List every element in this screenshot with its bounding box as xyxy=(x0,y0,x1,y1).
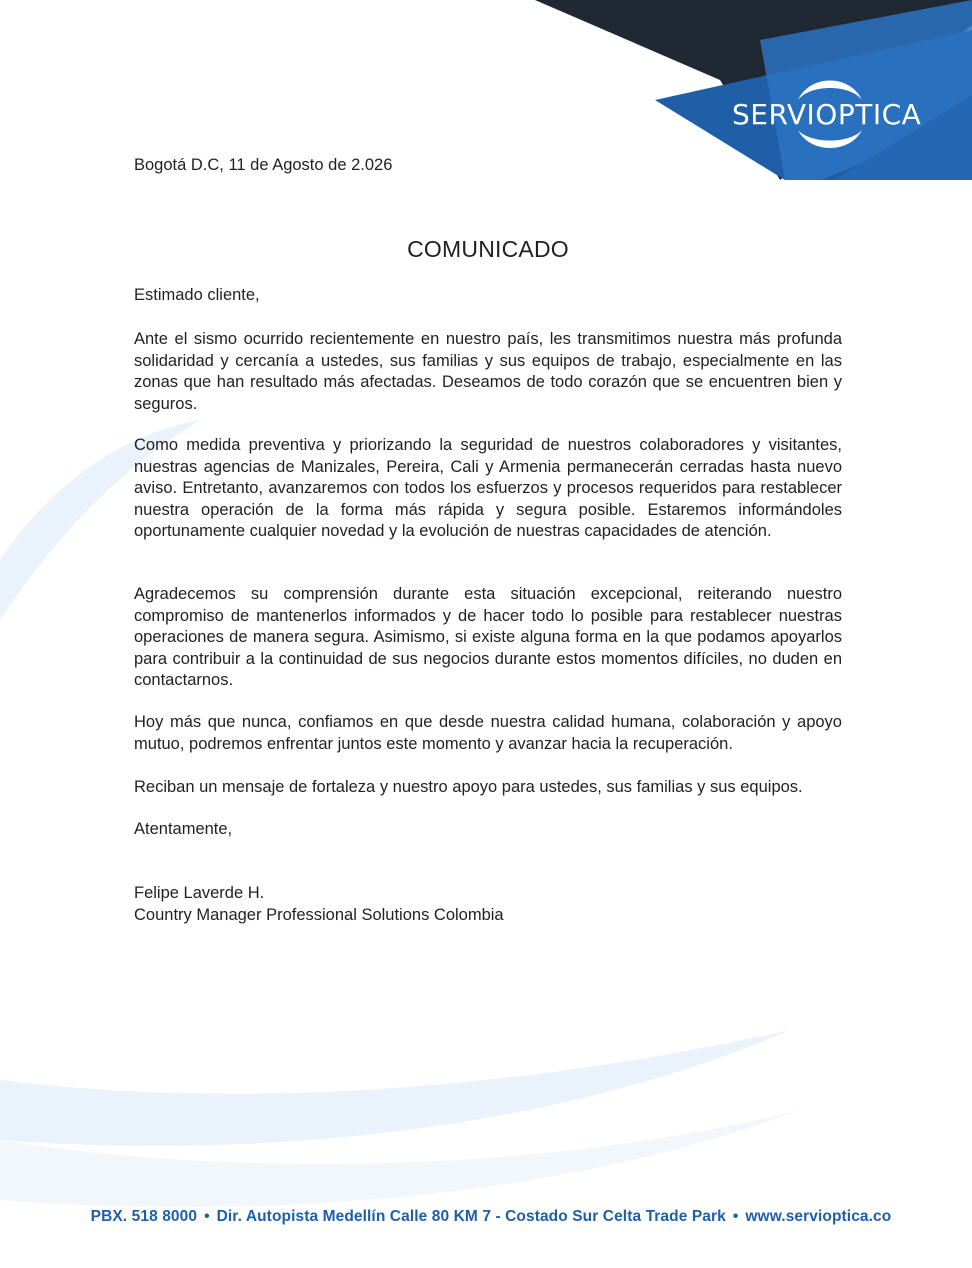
company-logo-text: SERVIOPTICA xyxy=(732,98,922,131)
footer-phone: PBX. 518 8000 xyxy=(90,1208,198,1225)
paragraph-4: Hoy más que nunca, confiamos en que desde nuestra calidad humana, colaboración y apoyo mutuo, podremos enfrentar juntos este momento y avanzar hacia la recuperación. xyxy=(134,713,842,753)
footer-address: Dir. Autopista Medellín Calle 80 KM 7 - Costado Sur Celta Trade Park xyxy=(216,1208,726,1225)
footer-website[interactable]: www.servioptica.co xyxy=(745,1208,892,1225)
paragraph-2: Como medida preventiva y priorizando la seguridad de nuestros colaboradores y visitantes, nuestras agencias de Manizales, Pereira, Cali y Armenia permanecerán cerradas hasta nuevo aviso. Entretanto, avanzaremos con todos los esfuerzos y procesos requeridos para restablecer nuestra operación de la forma más rápida y segura posible. Estaremos informándoles oportunamente cualquier novedad y la evolución de nuestras capacidades de atención. xyxy=(134,436,842,540)
paragraph-3: Agradecemos su comprensión durante esta situación excepcional, reiterando nuestro compromiso de mantenerlos informados y de hacer todo lo posible para restablecer nuestras operaciones de manera segura. Asimismo, si existe alguna forma en la que podamos apoyarlos para contribuir a la continuidad de sus negocios durante estos momentos difíciles, no duden en contactarnos. xyxy=(134,585,842,689)
date-line: Bogotá D.C, 11 de Agosto de 2.026 xyxy=(134,156,393,174)
signer-name: Felipe Laverde H. xyxy=(134,884,265,902)
footer-separator: • xyxy=(732,1208,739,1225)
closing: Atentamente, xyxy=(134,820,233,838)
salutation: Estimado cliente, xyxy=(134,286,260,304)
paragraph-5: Reciban un mensaje de fortaleza y nuestro apoyo para ustedes, sus familias y sus equipos. xyxy=(134,778,803,796)
paragraph-1: Ante el sismo ocurrido recientemente en nuestro país, les transmitimos nuestra más profunda solidaridad y cercanía a ustedes, sus familias y sus equipos de trabajo, especialmente en las zonas que han resultado más afectadas. Deseamos de todo corazón que se encuentren bien y seguros. xyxy=(134,330,842,413)
signer-title: Country Manager Professional Solutions Colombia xyxy=(134,906,504,924)
footer-separator: • xyxy=(204,1208,210,1225)
document-title: COMUNICADO xyxy=(407,236,569,262)
footer-contact xyxy=(0,1208,972,1226)
